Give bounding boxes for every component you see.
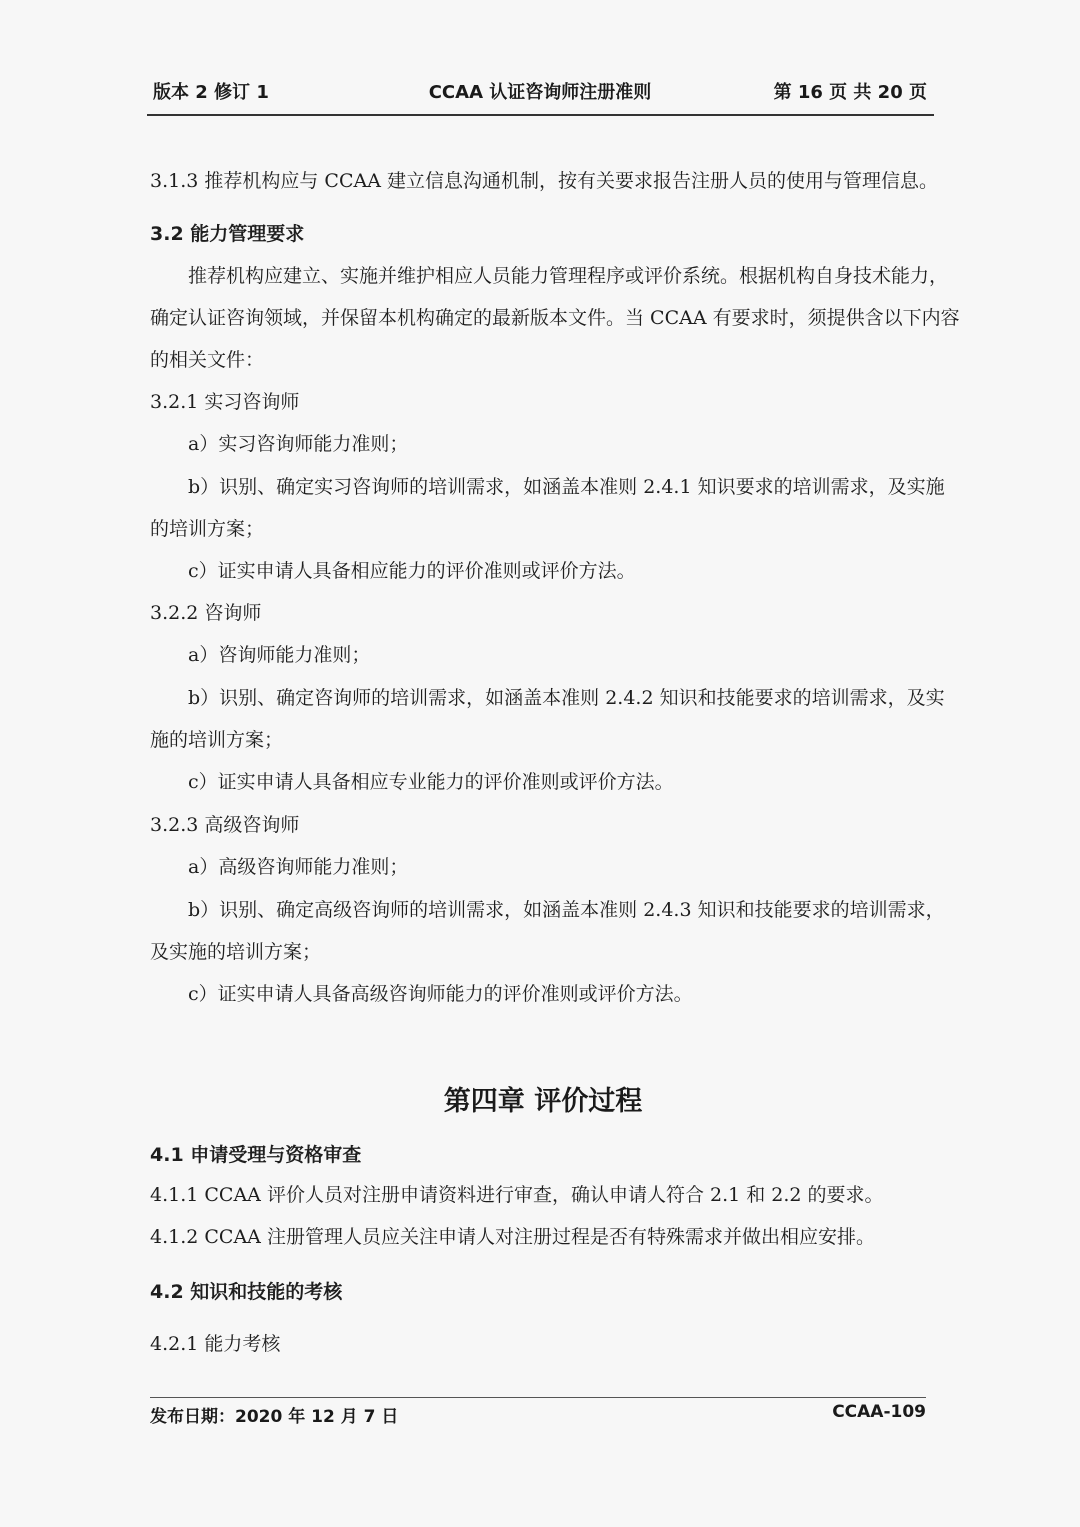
- subsection-heading-3-2-3: 3.2.3 高级咨询师: [150, 814, 300, 836]
- paragraph-4-1-1: 4.1.1 CCAA 评价人员对注册申请资料进行审查，确认申请人符合 2.1 和 2.2 的要求。: [150, 1184, 884, 1206]
- header-divider: [147, 114, 934, 116]
- list-item-3-2-2-b-line-1: b）识别、确定咨询师的培训需求，如涵盖本准则 2.4.2 知识和技能要求的培训需求，及实: [188, 687, 945, 709]
- paragraph-3-2-line-3: 的相关文件：: [150, 349, 265, 371]
- paragraph-4-1-2: 4.1.2 CCAA 注册管理人员应关注申请人对注册过程是否有特殊需求并做出相应安排。: [150, 1226, 875, 1248]
- subsection-heading-3-2-1: 3.2.1 实习咨询师: [150, 391, 300, 413]
- footer-doc-code: CCAA-109: [832, 1402, 926, 1422]
- header-page-info: 第 16 页 共 20 页: [773, 82, 927, 103]
- section-heading-4-2: 4.2 知识和技能的考核: [150, 1281, 343, 1303]
- footer-release-date: 发布日期：2020 年 12 月 7 日: [150, 1407, 399, 1427]
- list-item-3-2-2-a: a）咨询师能力准则；: [188, 644, 371, 666]
- page-header: [147, 76, 933, 104]
- header-title: CCAA 认证咨询师注册准则: [428, 82, 652, 103]
- list-item-3-2-3-b-line-1: b）识别、确定高级咨询师的培训需求，如涵盖本准则 2.4.3 知识和技能要求的培训需求，: [188, 899, 945, 921]
- paragraph-3-2-line-1: 推荐机构应建立、实施并维护相应人员能力管理程序或评价系统。根据机构自身技术能力，: [188, 265, 949, 287]
- paragraph-3-1-3: 3.1.3 推荐机构应与 CCAA 建立信息沟通机制，按有关要求报告注册人员的使用与管理信息。: [150, 170, 938, 192]
- section-heading-4-1: 4.1 申请受理与资格审查: [150, 1144, 362, 1166]
- list-item-3-2-1-a: a）实习咨询师能力准则；: [188, 433, 409, 455]
- paragraph-3-2-line-2: 确定认证咨询领域，并保留本机构确定的最新版本文件。当 CCAA 有要求时，须提供含以下内容: [150, 307, 960, 329]
- list-item-3-2-2-c: c）证实申请人具备相应专业能力的评价准则或评价方法。: [188, 771, 674, 793]
- page-footer: [150, 1400, 926, 1428]
- chapter-heading-4: 第四章 评价过程: [443, 1086, 643, 1117]
- list-item-3-2-2-b-line-2: 施的培训方案；: [150, 729, 284, 751]
- list-item-3-2-1-b-line-2: 的培训方案；: [150, 518, 265, 540]
- footer-divider: [150, 1397, 926, 1398]
- header-version: 版本 2 修订 1: [153, 82, 269, 103]
- list-item-3-2-1-b-line-1: b）识别、确定实习咨询师的培训需求，如涵盖本准则 2.4.1 知识要求的培训需求，及实施: [188, 476, 945, 498]
- list-item-3-2-3-c: c）证实申请人具备高级咨询师能力的评价准则或评价方法。: [188, 983, 693, 1005]
- list-item-3-2-3-b-line-2: 及实施的培训方案；: [150, 941, 322, 963]
- subsection-heading-3-2-2: 3.2.2 咨询师: [150, 602, 262, 624]
- subsection-heading-4-2-1: 4.2.1 能力考核: [150, 1333, 281, 1355]
- list-item-3-2-1-c: c）证实申请人具备相应能力的评价准则或评价方法。: [188, 560, 636, 582]
- list-item-3-2-3-a: a）高级咨询师能力准则；: [188, 856, 409, 878]
- section-heading-3-2: 3.2 能力管理要求: [150, 223, 305, 245]
